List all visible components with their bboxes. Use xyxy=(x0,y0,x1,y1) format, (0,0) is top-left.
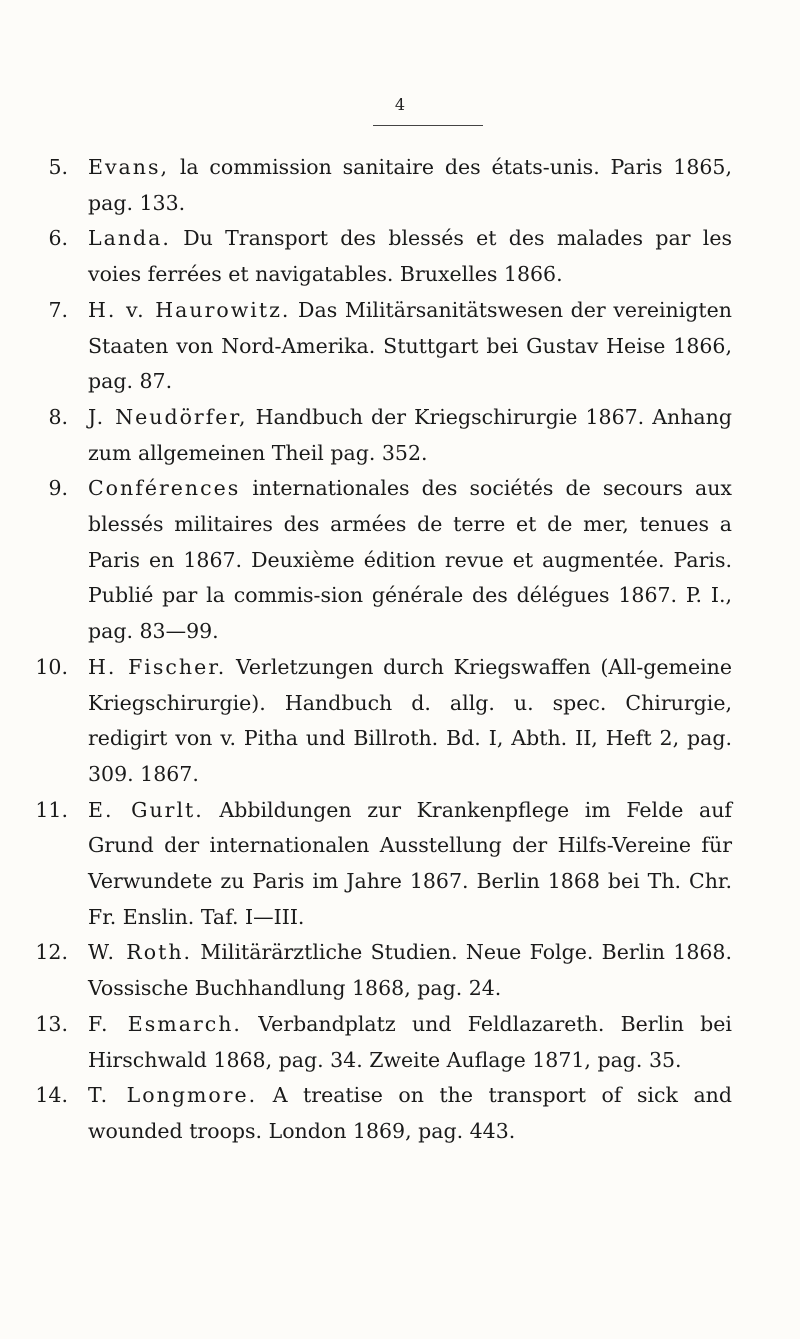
page-number-rule xyxy=(373,125,483,126)
bibliography-entry xyxy=(0,793,732,936)
entry-author: H. Fischer. xyxy=(88,654,227,679)
entry-text: Das Militärsanitätswesen der vereinigten Staaten von Nord-Amerika. Stuttgart bei Gustav Heise 1866, pag. 87. xyxy=(88,297,732,394)
entry-author: Evans, xyxy=(88,155,170,179)
entry-author: W. Roth. xyxy=(88,940,193,965)
entry-text: A treatise on the transport of sick and wounded troops. London 1869, pag. 443. xyxy=(88,1083,732,1143)
entry-text: internationales des sociétés de secours aux blessés militaires des armées de terre et de mer, tenues a Paris en 1867. Deuxième édition revue et augmentée. Paris. Publié par la commis-sion générale des délégues 1867. P. I., pag. 83—99. xyxy=(88,476,732,644)
entry-number: 11. xyxy=(35,797,68,822)
bibliography-entry xyxy=(0,221,732,292)
entry-number: 8. xyxy=(48,404,68,429)
bibliography-entry xyxy=(0,400,732,471)
bibliography-entry xyxy=(0,293,732,400)
entry-author: Landa. xyxy=(88,226,171,251)
entry-author: T. Longmore. xyxy=(88,1083,258,1108)
entry-text: Abbildungen zur Krankenpflege im Felde auf Grund der internationalen Ausstellung der Hilfs-Vereine für Verwundete zu Paris im Jahre 1867. Berlin 1868 bei Th. Chr. Fr. Enslin. Taf. I—III. xyxy=(88,797,732,929)
entry-text: Militärärztliche Studien. Neue Folge. Berlin 1868. Vossische Buchhandlung 1868, pag. 24. xyxy=(88,940,732,1001)
entry-text: Handbuch der Kriegschirurgie 1867. Anhang zum allgemeinen Theil pag. 352. xyxy=(88,404,732,465)
entry-author: Conférences xyxy=(88,476,241,501)
entry-number: 13. xyxy=(35,1011,68,1036)
entry-author: E. Gurlt. xyxy=(88,797,204,822)
bibliography-entry xyxy=(0,1078,732,1149)
entry-number: 7. xyxy=(48,297,68,322)
entry-number: 6. xyxy=(48,226,68,251)
entry-text: Verbandplatz und Feldlazareth. Berlin bei Hirschwald 1868, pag. 34. Zweite Auflage 1871, pag. 35. xyxy=(88,1011,732,1072)
bibliography-entry xyxy=(0,150,732,221)
bibliography-entry xyxy=(0,935,732,1006)
entry-number: 12. xyxy=(35,940,68,965)
bibliography-entry xyxy=(0,1007,732,1078)
entry-number: 14. xyxy=(35,1083,68,1108)
entry-number: 9. xyxy=(48,476,68,501)
entry-number: 5. xyxy=(48,155,68,179)
entry-text: Du Transport des blessés et des malades par les voies ferrées et navigatables. Bruxelles 1866. xyxy=(88,226,732,287)
entry-author: H. v. Haurowitz. xyxy=(88,297,291,322)
entry-author: F. Esmarch. xyxy=(88,1011,242,1036)
entry-text: la commission sanitaire des états-unis. Paris 1865, pag. 133. xyxy=(88,155,732,215)
entry-text: Verletzungen durch Kriegswaffen (All-gemeine Kriegschirurgie). Handbuch d. allg. u. spec. Chirurgie, redigirt von v. Pitha und Billroth. Bd. I, Abth. II, Heft 2, pag. 309. 1867. xyxy=(88,654,732,786)
bibliography-entry xyxy=(0,650,732,793)
entry-number: 10. xyxy=(35,654,68,679)
bibliography-list xyxy=(0,150,800,1150)
page-number: 4 xyxy=(394,95,406,114)
bibliography-entry xyxy=(0,471,732,650)
entry-author: J. Neudörfer, xyxy=(88,404,248,429)
